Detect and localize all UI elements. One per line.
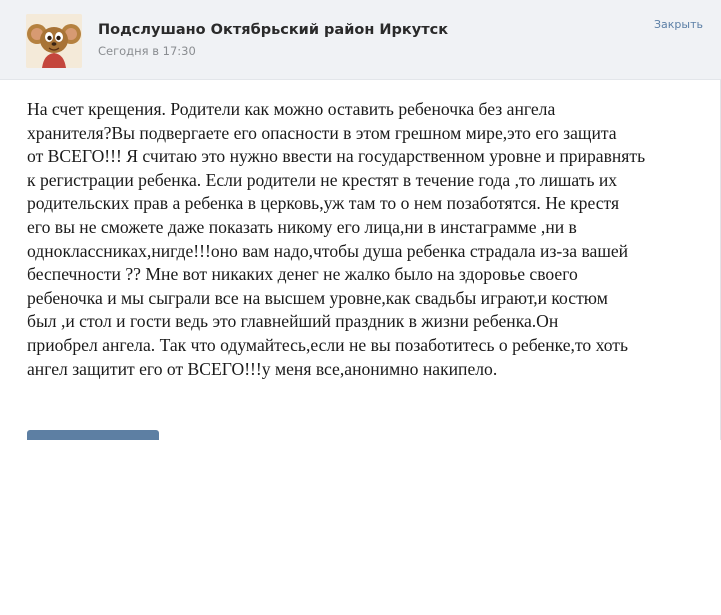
post-text-line: родительских прав а ребенка в церковь,уж там то о нем позаботятся. Не крестя bbox=[27, 193, 620, 214]
post-text-line: приобрел ангела. Так что одумайтесь,если не вы позаботитесь о ребенке,то хоть bbox=[27, 334, 629, 355]
action-button[interactable] bbox=[27, 430, 159, 440]
post-text-line: от ВСЕГО!!! Я считаю это нужно ввести на государственном уровне и приравнять bbox=[27, 146, 646, 167]
group-name[interactable]: Подслушано Октябрьский район Иркутск bbox=[98, 22, 449, 38]
post-text-line: к регистрации ребенка. Если родители не крестят в течение года ,то лишать их bbox=[27, 169, 618, 190]
post-text-line: ребеночка и мы сыграли все на высшем уровне,как свадьбы играют,и костюм bbox=[27, 287, 608, 308]
post-text-line: беспечности ?? Мне вот никаких денег не жалко было на здоровье своего bbox=[27, 264, 578, 285]
cartoon-character-avatar-icon bbox=[26, 14, 82, 68]
group-avatar[interactable] bbox=[26, 14, 82, 68]
post-text bbox=[27, 98, 707, 381]
post-header bbox=[0, 0, 721, 80]
post-text-line: его вы не сможете даже показать никому его лица,ни в инстаграмме ,ни в bbox=[27, 216, 577, 237]
post-text-line: был ,и стол и гости ведь это главнейший праздник в жизни ребенка.Он bbox=[27, 311, 559, 332]
post-text-line: ангел защитит его от ВСЕГО!!!у меня все,анонимно накипело. bbox=[27, 358, 498, 379]
post-text-line: одноклассниках,нигде!!!оно вам надо,чтобы душа ребенка страдала из-за вашей bbox=[27, 240, 629, 261]
post-text-line: хранителя?Вы подвергаете его опасности в этом грешном мире,это его защита bbox=[27, 122, 617, 143]
post-text-line: На счет крещения. Родители как можно оставить ребеночка без ангела bbox=[27, 99, 556, 119]
post-timestamp[interactable]: Сегодня в 17:30 bbox=[98, 44, 196, 58]
close-link[interactable]: Закрыть bbox=[654, 18, 703, 31]
